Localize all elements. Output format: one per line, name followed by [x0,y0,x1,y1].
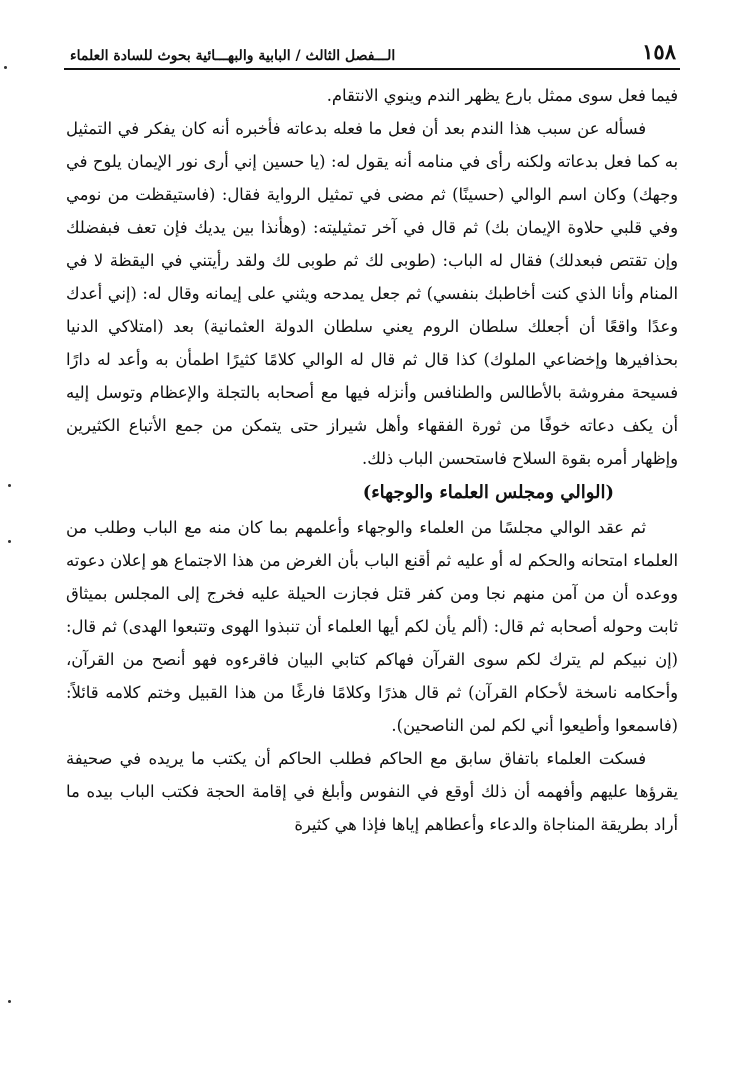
page-body [62,79,682,841]
paragraph: ثم عقد الوالي مجلسًا من العلماء والوجهاء وأعلمهم بما كان منه مع الباب وطلب من العلماء امتحانه والحكم له أو عليه ثم أقنع الباب بأن الغرض من هذا الاجتماع هو إعلان دعوته ووعده أن من آمن منهم نجا ومن كفر قتل فجازت الحيلة عليه فخرج إلى المجلس بميثاق ثابت وحوله أصحابه ثم قال: (ألم يأن لكم أيها العلماء أن تنبذوا الهوى وتتبعوا الهدى) ثم قال: (إن نبيكم لم يترك لكم سوى القرآن فهاكم كتابي البيان فاقرءوه فهو أنصح من القرآن، وأحكامه ناسخة لأحكام القرآن) ثم قال هذرًا وكلامًا فارغًا من هذا القبيل وختم كلامه قائلاً: (فاسمعوا وأطيعوا أني لكم لمن الناصحين). [66,518,678,735]
paragraph: فسأله عن سبب هذا الندم بعد أن فعل ما فعله بدعاته فأخبره أنه كان يفكر في التمثيل به كما فعل بدعاته ولكنه رأى في منامه أنه يقول له: (يا حسين إني أرى نور الإيمان يلوح في وجهك) وكان اسم الوالي (حسينًا) ثم مضى في تمثيل الرواية فقال: (فاستيقظت من نومي وفي قلبي حلاوة الإيمان بك) ثم قال في آخر تمثيليته: (وهأنذا بين يديك فإن تعف فبفضلك وإن تقتص فبعدلك) فقال له الباب: (طوبى لك ثم طوبى لك ولقد رأيتني في اليقظة لا في المنام وأنا الذي كنت أخاطبك بنفسي) ثم جعل يمدحه ويثني على إيمانه وقال له: (إني أعدك وعدًا واقعًا أن أجعلك سلطان الروم يعني سلطان الدولة العثمانية) بعد (امتلاكي الدنيا بحذافيرها وإخضاعي الملوك) كذا قال ثم قال له الوالي كلامًا كثيرًا اطمأن به وأعد له دارًا فسيحة مفروشة بالأطالس والطنافس وأنزله فيها مع أصحابه بالتجلة والإعظام وتوسل إليه أن يكف دعاته خوفًا من ثورة الفقهاء وأهل شيراز حتى يتمكن من جمع الأتباع الكثيرين وإظهار أمره بقوة السلاح فاستحسن الباب ذلك. [66,119,678,468]
paragraph: فسكت العلماء باتفاق سابق مع الحاكم فطلب الحاكم أن يكتب ما يريده في صحيفة يقرؤها عليهم وأفهمه أن ذلك أوقع في النفوس وأبلغ في إقامة الحجة فكتب الباب بيده ما أراد بطريقة المناجاة والدعاء وأعطاهم إياها فإذا هي كثيرة [66,749,678,834]
margin-dot [8,1000,11,1003]
paragraph: فيما فعل سوى ممثل بارع يظهر الندم وينوي الانتقام. [326,86,678,105]
margin-dot [8,540,11,543]
section-heading: (الوالي ومجلس العلماء والوجهاء) [362,482,614,503]
book-page [62,28,682,1068]
header-rule [64,68,680,70]
page-header [62,28,682,68]
margin-dot [4,66,7,69]
running-title: الـــفصل الثالث / البابية والبهـــائية بحوث للسادة العلماء [70,48,396,64]
page-number: ١٥٨ [642,39,676,64]
margin-dot [8,484,11,487]
